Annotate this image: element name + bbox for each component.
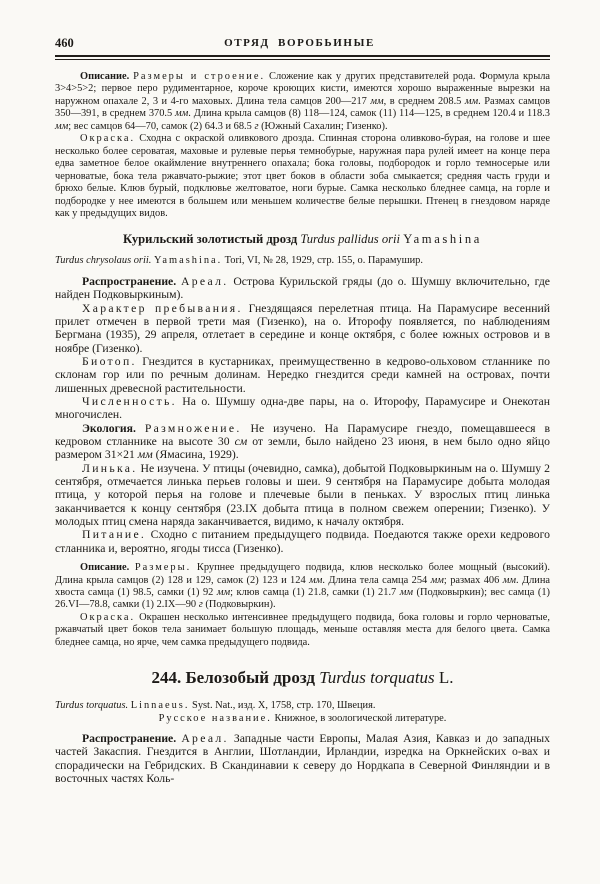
- coloration-paragraph-2: Окраска. Окрашен несколько интенсивнее предыдущего подвида, бока головы и горло черноватые, ржавчатый цвет боков тела занимает большую площадь, меньше оставляя места для белого цвета. Самка бледнее самца, но ярче, чем самка предыдущего подвида.: [55, 611, 550, 648]
- description-paragraph-1: Описание. Размеры и строение. Сложение как у других представителей рода. Формула крыла 3>4>5>2; первое перо рудиментарное, короче кроющих кисти, имеются хорошо выраженные вырезки на наружном опахале 2, 3 и 4-го маховых. Длина тела самцов 200—217 мм, в среднем 208.5 мм. Размах самцов 350—391, в среднем 370.5 мм. Длина крыла самцов (8) 118—124, самок (11) 114—125, в среднем 120.4 и 118.3 мм; вес самцов 64—70, самок (2) 64.3 и 68.5 г (Южный Сахалин; Гизенко).: [55, 71, 551, 132]
- abundance-paragraph: Численность. На о. Шумшу одна-две пары, на о. Иторофу, Парамусире и Онекотан многочислен.: [55, 394, 550, 422]
- distribution-paragraph-2: Распространение. Ареал. Западные части Европы, Малая Азия, Кавказ и до западных частей Закаспия. Гнездится в Англии, Шотландии, Ирландии, изредка на Оркнейских о-вах и спорадически на Гебридских. В Скандинавии к северу до Нордкапа в Северной Финляндии и в восточных частях Коль-: [55, 732, 550, 786]
- feeding-paragraph: Питание. Сходно с питанием предыдущего подвида. Поедаются также орехи кедрового стланника и, вероятно, ягоды тисса (Гизенко).: [55, 528, 550, 555]
- page-number: 460: [55, 36, 74, 50]
- synonym-line-2: Turdus torquatus. Linnaeus. Syst. Nat., изд. X, 1758, стр. 170, Швеция.: [55, 700, 376, 712]
- distribution-paragraph-1: Распространение. Ареал. Острова Курильской гряды (до о. Шумшу включительно, где найден Подковыркиным).: [55, 274, 550, 302]
- header-rule: [55, 55, 550, 60]
- molt-paragraph: Линька. Не изучена. У птицы (очевидно, самка), добытой Подковыркиным на о. Шумшу 2 сентября, отмечается линька перьев головы и шеи. 9 сентября на Парамусире добыта молодая птица, у которой перья на голове и плечевые были в пеньках. У взрослых птиц линька заканчивается к концу сентября (23.IX добыта птица в полном свежем оперении; Гизенко). У молодых птиц смена наряда заканчивается, видимо, к началу октября.: [55, 461, 550, 529]
- coloration-paragraph-1: Окраска. Сходна с окраской оливкового дрозда. Спинная сторона оливково-бурая, на голове и шее несколько более сероватая, маховые и рулевые перья темнобурые, наружная пара рулей имеет на конце пера едва заметное белое окаймление внутреннего опахала; бока головы, подбородок и горло темносерые или черноватые, бока тела ржавчато-рыжие; этот цвет боков в области зоба смыкается; средняя часть груди и брюхо белые. Клюв бурый, подклювье желтоватое, ноги бурые. Самка несколько бледнее самца, на горле и подбородке у нее имеются в большем или меньшем количестве белые перышки. Птенец в гнездовом наряде как у предыдущих видов.: [55, 133, 550, 219]
- text-block: [55, 71, 550, 785]
- synonym-line-1: Turdus chrysolaus orii. Yamashina. Tori, VI, № 28, 1929, стр. 155, о. Парамушир.: [55, 255, 423, 267]
- ecology-paragraph: Экология. Размножение. Не изучено. На Парамусире гнездо, помещавшееся в кедровом стланнике на высоте 30 см от земли, было найдено 23 июня, в нем было одно яйцо размером 31×21 мм (Ямасина, 1929).: [55, 421, 551, 462]
- biotope-paragraph: Биотоп. Гнездится в кустарниках, преимущественно в кедрово-ольховом стланнике по склонам гор или по речным долинам. Нередко гнездится среди камней на островах, почти лишенных древесной растительности.: [55, 354, 550, 395]
- running-title: ОТРЯД ВОРОБЬИНЫЕ: [224, 37, 375, 49]
- description-paragraph-2: Описание. Размеры. Крупнее предыдущего подвида, клюв несколько более мощный (высокий). Длина крыла самцов (2) 128 и 129, самок (2) 123 и 124 мм. Длина тела самца 254 мм; размах 406 мм. Длина хвоста самца (1) 98.5, самки (1) 92 мм; клюв самца (1) 21.8, самки (1) 21.7 мм (Подковыркин); вес самца (1) 26.VI—78.8, самки (1) 2.IX—90 г (Подковыркин).: [55, 562, 550, 611]
- character-of-stay-paragraph: Характер пребывания. Гнездящаяся перелетная птица. На Парамусире весенний прилет отмечен в первой трети мая (Гизенко), на о. Иторофу появляется, по наблюдениям Бергмана (1935), 29 апреля, отлетает в середине и конце октября, с более южных островов и в ноябре (Гизенко).: [55, 301, 550, 355]
- species-heading: 244. Белозобый дрозд Turdus torquatus L.: [151, 668, 454, 688]
- page-header: [55, 36, 550, 51]
- subspecies-heading: Курильский золотистый дрозд Turdus pallidus orii Yamashina: [123, 232, 482, 247]
- russian-name-line: Русское название. Книжное, в зоологической литературе.: [158, 712, 447, 724]
